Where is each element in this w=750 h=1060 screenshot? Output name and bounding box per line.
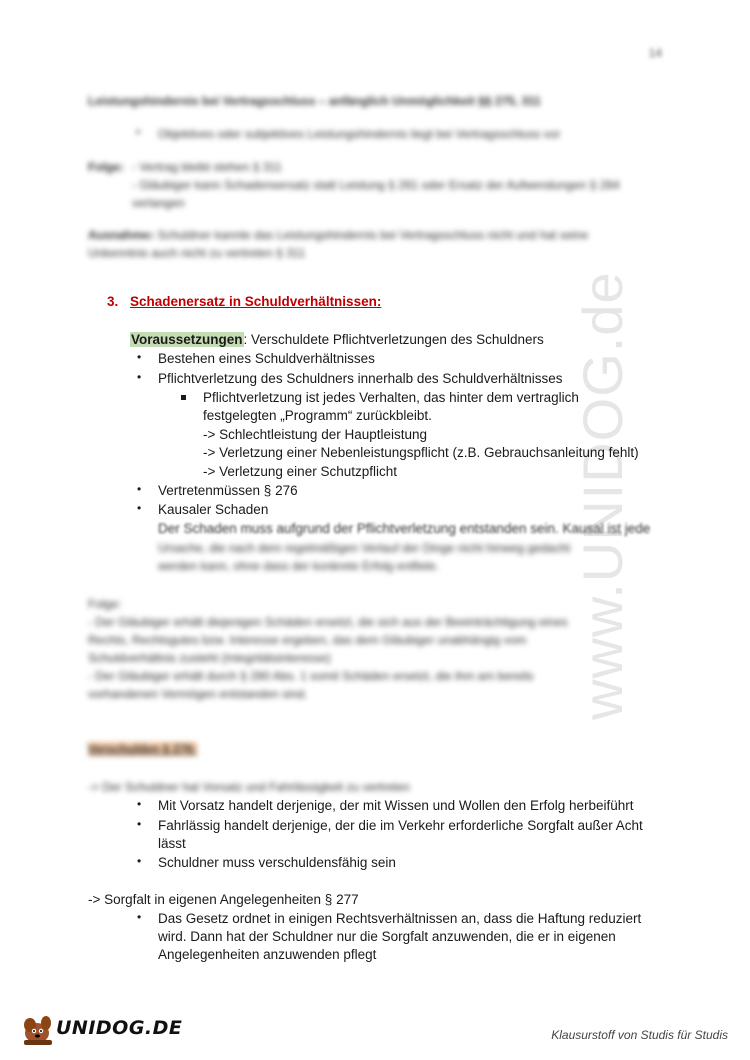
bullet-icon: •	[137, 370, 142, 384]
list-item: Pflichtverletzung des Schuldners innerhalb des Schuldverhältnisses	[158, 371, 563, 386]
sub-item: festgelegten „Programm“ zurückbleibt.	[203, 408, 432, 423]
list-item: Schuldner muss verschuldensfähig sein	[158, 855, 396, 870]
bullet-icon: •	[137, 482, 142, 496]
voraussetzungen-text: : Verschuldete Pflichtverletzungen des Schuldners	[243, 332, 544, 347]
square-bullet-icon	[181, 395, 186, 400]
list-item: Mit Vorsatz handelt derjenige, der mit Wissen und Wollen den Erfolg herbeiführt	[158, 798, 634, 813]
sub-item-arrow: -> Schlechtleistung der Hauptleistung	[203, 427, 428, 442]
sub-item-arrow: -> Verletzung einer Schutzpflicht	[203, 464, 397, 479]
intro-ausnahme-line: Unkenntnis auch nicht zu vertreten § 311	[88, 246, 306, 260]
bullet-icon: •	[137, 501, 142, 515]
folge-line: Rechts, Rechtsgutes bzw. Interesse ergeben, das dem Gläubiger unabhängig vom	[88, 633, 527, 647]
list-item: lässt	[158, 836, 186, 851]
voraussetzungen-line	[130, 331, 544, 349]
list-item: Fahrlässig handelt derjenige, der die im Verkehr erforderliche Sorgfalt außer Acht	[158, 818, 643, 833]
kausal-text: Der Schaden muss aufgrund der Pflichtverletzung entstanden sein. Kausal ist jede	[158, 521, 651, 536]
footer-tagline: Klausurstoff von Studis für Studis	[551, 1028, 728, 1042]
list-item: wird. Dann hat der Schuldner nur die Sorgfalt anzuwenden, die er in eigenen	[158, 929, 616, 944]
section-title: Schadenersatz in Schuldverhältnissen:	[130, 294, 382, 309]
sub-item-arrow: -> Verletzung einer Nebenleistungspflicht (z.B. Gebrauchsanleitung fehlt)	[203, 445, 639, 460]
voraussetzungen-label: Voraussetzungen	[131, 332, 243, 347]
bullet-icon: •	[137, 854, 142, 868]
list-item: Kausaler Schaden	[158, 502, 269, 517]
list-item: Bestehen eines Schuldverhältnisses	[158, 351, 375, 366]
bullet-icon: •	[137, 797, 142, 811]
intro-ausnahme-label: Ausnahme:	[88, 228, 154, 242]
section-number: 3.	[107, 294, 119, 309]
kausal-text: werden kann, ohne dass der konkrete Erfolg entfiele.	[158, 559, 439, 573]
folge-line: vorhandenen Vermögen entstanden sind.	[88, 687, 308, 701]
folge-line: - Der Gläubiger erhält diejenigen Schäden ersetzt, die sich aus der Beeinträchtigung eines	[88, 615, 568, 629]
watermark: www.UNIDOG.de	[571, 271, 634, 720]
dog-mascot-icon	[20, 1013, 60, 1047]
list-item: Das Gesetz ordnet in einigen Rechtsverhältnissen an, dass die Haftung reduziert	[158, 911, 642, 926]
intro-folge-line: - Gläubiger kann Schadensersatz statt Leistung § 281 oder Ersatz der Aufwendungen § 284	[132, 178, 620, 192]
intro-bullet: Objektives oder subjektives Leistungshindernis liegt bei Vertragsschluss vor	[158, 127, 561, 141]
unidog-logo[interactable]	[20, 1013, 183, 1045]
folge-line: Schuldverhältnis zusteht (Integritätsinteresse)	[88, 651, 331, 665]
bullet-icon: •	[137, 350, 142, 364]
verschulden-intro: -> Der Schuldner hat Vorsatz und Fahrlässigkeit zu vertreten	[88, 780, 410, 794]
bullet-icon: •	[137, 817, 142, 831]
bullet-icon: •	[137, 910, 142, 924]
sorgfalt-heading: -> Sorgfalt in eigenen Angelegenheiten § 277	[88, 892, 359, 907]
list-item: Vertretenmüssen § 276	[158, 483, 298, 498]
verschulden-title-text: Verschulden § 276:	[88, 742, 197, 756]
folge-label: Folge:	[88, 597, 122, 611]
intro-heading: Leistungshindernis bei Vertragsschluss – anfänglich Unmöglichkeit §§ 275, 311	[88, 94, 541, 108]
intro-folge-label: Folge:	[88, 160, 124, 174]
sub-item: Pflichtverletzung ist jedes Verhalten, das hinter dem vertraglich	[203, 390, 579, 405]
list-item: Angelegenheiten anzuwenden pflegt	[158, 947, 377, 962]
kausal-text: Ursache, die nach dem regelmäßigen Verlauf der Dinge nicht hinweg gedacht	[158, 541, 571, 555]
page-number: 14	[648, 46, 662, 60]
intro-folge-line: - Vertrag bleibt stehen § 311	[132, 160, 282, 174]
intro-ausnahme-line: - Schuldner kannte das Leistungshindernis bei Vertragsschluss nicht und hat seine	[150, 228, 589, 242]
bullet-icon: •	[136, 125, 141, 139]
intro-folge-line: verlangen	[132, 196, 185, 210]
logo-text: UNIDOG.DE	[56, 1017, 183, 1039]
folge-line: - Der Gläubiger erhält durch § 280 Abs. 1 somit Schäden ersetzt, die ihm am bereits	[88, 669, 534, 683]
verschulden-title	[88, 740, 197, 758]
